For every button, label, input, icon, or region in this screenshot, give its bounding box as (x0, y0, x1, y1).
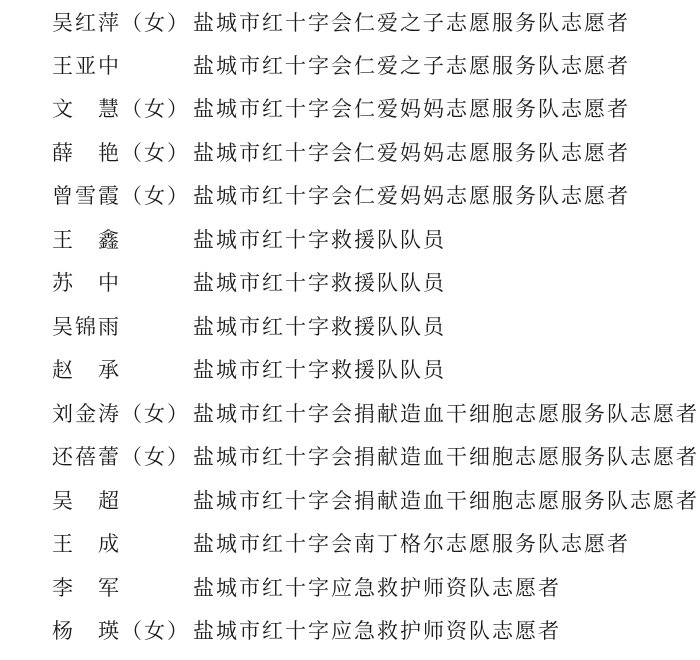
volunteer-name: 还蓓蕾（女） (52, 445, 190, 469)
volunteer-name: 文 慧（女） (52, 97, 190, 121)
list-item (0, 435, 700, 479)
volunteer-name: 赵 承 (52, 358, 121, 382)
volunteer-description: 盐城市红十字救援队队员 (193, 271, 446, 295)
volunteer-description: 盐城市红十字会仁爱妈妈志愿服务队志愿者 (193, 141, 630, 165)
list-item (0, 566, 700, 610)
list-item (0, 392, 700, 436)
list-item (0, 479, 700, 523)
volunteer-description: 盐城市红十字应急救护师资队志愿者 (193, 576, 561, 600)
list-item (0, 261, 700, 305)
volunteer-name: 王亚中 (52, 54, 121, 78)
volunteer-name: 杨 瑛（女） (52, 619, 190, 643)
volunteer-description: 盐城市红十字会仁爱妈妈志愿服务队志愿者 (193, 184, 630, 208)
volunteer-name: 王 成 (52, 532, 121, 556)
volunteer-description: 盐城市红十字会仁爱之子志愿服务队志愿者 (193, 11, 630, 35)
list-item (0, 44, 700, 88)
volunteer-name: 王 鑫 (52, 228, 121, 252)
volunteer-description: 盐城市红十字救援队队员 (193, 228, 446, 252)
volunteer-name: 吴锦雨 (52, 315, 121, 339)
volunteer-name: 刘金涛（女） (52, 402, 190, 426)
volunteer-name: 李 军 (52, 576, 121, 600)
volunteer-name: 吴红萍（女） (52, 11, 190, 35)
volunteer-description: 盐城市红十字会捐献造血干细胞志愿服务队志愿者 (193, 402, 699, 426)
volunteer-name: 曾雪霞（女） (52, 184, 190, 208)
volunteer-name: 苏 中 (52, 271, 121, 295)
volunteer-description: 盐城市红十字会捐献造血干细胞志愿服务队志愿者 (193, 489, 699, 513)
volunteer-description: 盐城市红十字会南丁格尔志愿服务队志愿者 (193, 532, 630, 556)
list-item (0, 218, 700, 262)
list-item (0, 305, 700, 349)
volunteer-description: 盐城市红十字救援队队员 (193, 358, 446, 382)
volunteer-name: 薛 艳（女） (52, 141, 190, 165)
volunteer-description: 盐城市红十字救援队队员 (193, 315, 446, 339)
volunteer-description: 盐城市红十字会仁爱之子志愿服务队志愿者 (193, 54, 630, 78)
list-item (0, 131, 700, 175)
list-item (0, 1, 700, 45)
volunteer-description: 盐城市红十字会捐献造血干细胞志愿服务队志愿者 (193, 445, 699, 469)
list-item (0, 87, 700, 131)
list-item (0, 174, 700, 218)
list-item (0, 522, 700, 566)
volunteer-description: 盐城市红十字会仁爱妈妈志愿服务队志愿者 (193, 97, 630, 121)
volunteer-description: 盐城市红十字应急救护师资队志愿者 (193, 619, 561, 643)
volunteer-name: 吴 超 (52, 489, 121, 513)
list-item (0, 348, 700, 392)
list-item (0, 609, 700, 653)
